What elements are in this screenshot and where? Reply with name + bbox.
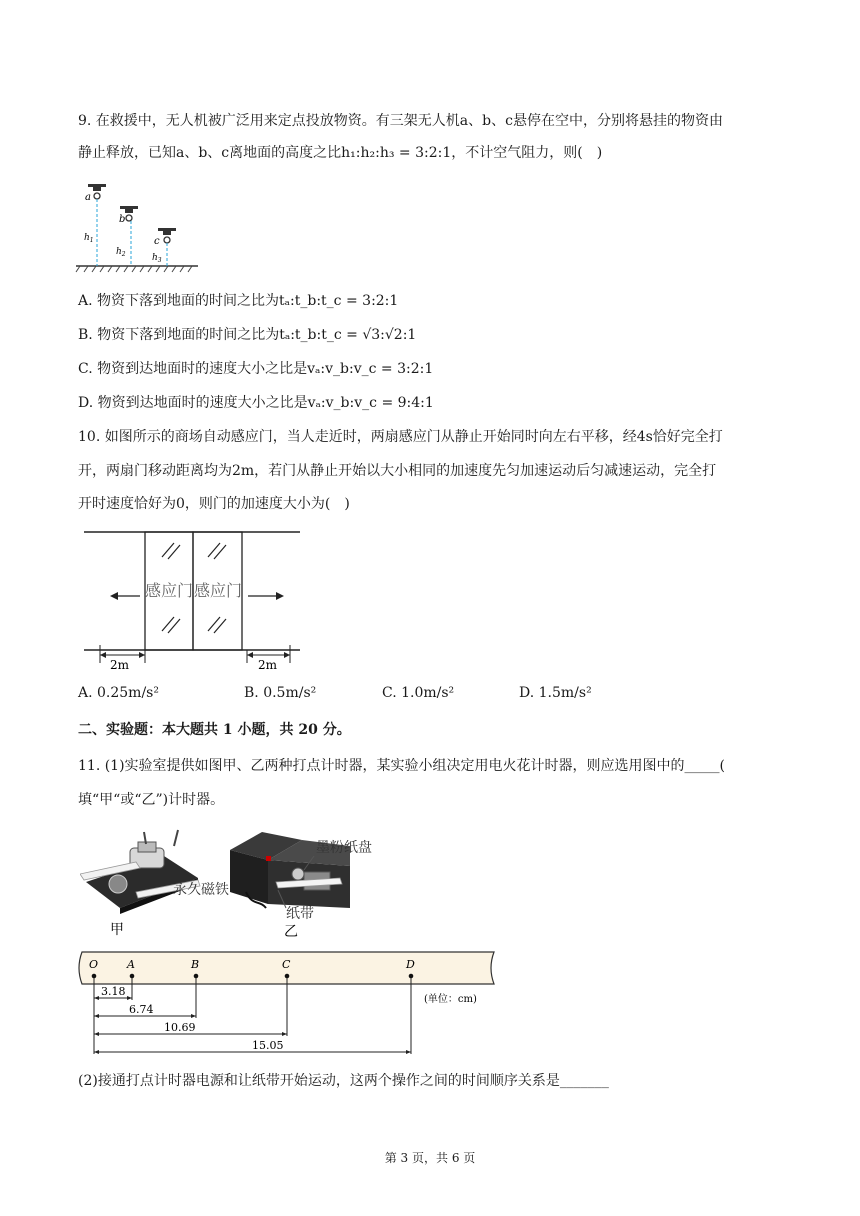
q9-stem-line2: 静止释放，已知a、b、c离地面的高度之比h₁:h₂:h₃ = 3:2:1，不计空气阻力，则( ): [78, 145, 603, 161]
q10-option-c: C. 1.0m/s²: [382, 685, 455, 701]
dimension-left: 2m: [110, 658, 130, 672]
q10-stem-line2: 开，两扇门移动距离均为2m，若门从静止开始以大小相同的加速度先匀加速运动后匀减速运动，完全打: [78, 463, 717, 479]
dimension-right: 2m: [258, 658, 278, 672]
q11-stem-line2: 填“甲“或“乙”)计时器。: [78, 792, 225, 808]
label-b: b: [119, 214, 126, 225]
tape-point-c: C: [282, 958, 291, 971]
door-label-left: 感应门: [145, 581, 193, 600]
q9-option-a: A. 物资下落到地面的时间之比为tₐ:t_b:t_c = 3:2:1: [78, 293, 399, 309]
q10-door-figure: [78, 527, 308, 675]
tape-unit: (单位：cm): [424, 994, 477, 1005]
arrow-left-icon: [110, 592, 118, 600]
q9-stem-line1: 9. 在救援中，无人机被广泛用来定点投放物资。有三架无人机a、b、c悬停在空中，分别将悬挂的物资由: [78, 113, 723, 129]
q9-option-b: B. 物资下落到地面的时间之比为tₐ:t_b:t_c = √3:√2:1: [78, 327, 417, 343]
q11-tape-figure: [76, 946, 506, 1061]
label-ink: 墨粉纸盘: [316, 840, 372, 856]
q10-option-d: D. 1.5m/s²: [519, 685, 592, 701]
label-tape: 纸带: [286, 906, 314, 922]
tape-point-d: D: [406, 958, 415, 971]
label-magnet: 永久磁铁: [173, 882, 229, 898]
door-label-right: 感应门: [194, 581, 242, 600]
label-c: c: [154, 236, 160, 247]
q11-part2: (2)接通打点计时器电源和让纸带开始运动，这两个操作之间的时间顺序关系是_______: [78, 1073, 609, 1089]
label-a: a: [85, 192, 91, 203]
q9-option-c: C. 物资到达地面时的速度大小之比是vₐ:v_b:v_c = 3:2:1: [78, 361, 434, 377]
tape-point-o: O: [89, 958, 99, 971]
distance-oc: 10.69: [164, 1021, 196, 1034]
q11-stem-line1: 11. (1)实验室提供如图甲、乙两种打点计时器，某实验小组决定用电火花计时器，则应选用图中的_____(: [78, 758, 726, 774]
distance-ob: 6.74: [129, 1003, 154, 1016]
q9-option-d: D. 物资到达地面时的速度大小之比是vₐ:v_b:v_c = 9:4:1: [78, 395, 434, 411]
page-footer: 第 3 页，共 6 页: [384, 1151, 476, 1165]
q11-timer-figure: [80, 826, 410, 942]
arrow-right-icon: [276, 592, 284, 600]
distance-od: 15.05: [252, 1039, 284, 1052]
q9-drone-figure: [74, 178, 204, 276]
tape-point-a: A: [127, 958, 135, 971]
q10-stem-line1: 10. 如图所示的商场自动感应门，当人走近时，两扇感应门从静止开始同时向左右平移，经4s恰好完全打: [78, 429, 723, 445]
label-yi: 乙: [284, 924, 298, 940]
svg-text:h3: $h_3$: [152, 253, 162, 264]
drone-c-icon: [158, 228, 176, 243]
electromagnetic-timer-icon: [80, 830, 200, 914]
section-2-title: 二、实验题：本大题共 1 小题，共 20 分。: [78, 722, 351, 738]
label-jia: 甲: [110, 922, 124, 938]
distance-oa: 3.18: [101, 985, 126, 998]
q10-stem-line3: 开时速度恰好为0，则门的加速度大小为( ): [78, 496, 350, 512]
q10-option-a: A. 0.25m/s²: [78, 685, 159, 701]
q10-option-b: B. 0.5m/s²: [244, 685, 317, 701]
svg-text:h2: $h_2$: [116, 247, 126, 258]
tape-point-b: B: [191, 958, 200, 971]
svg-text:h1: $h_1$: [84, 233, 94, 244]
